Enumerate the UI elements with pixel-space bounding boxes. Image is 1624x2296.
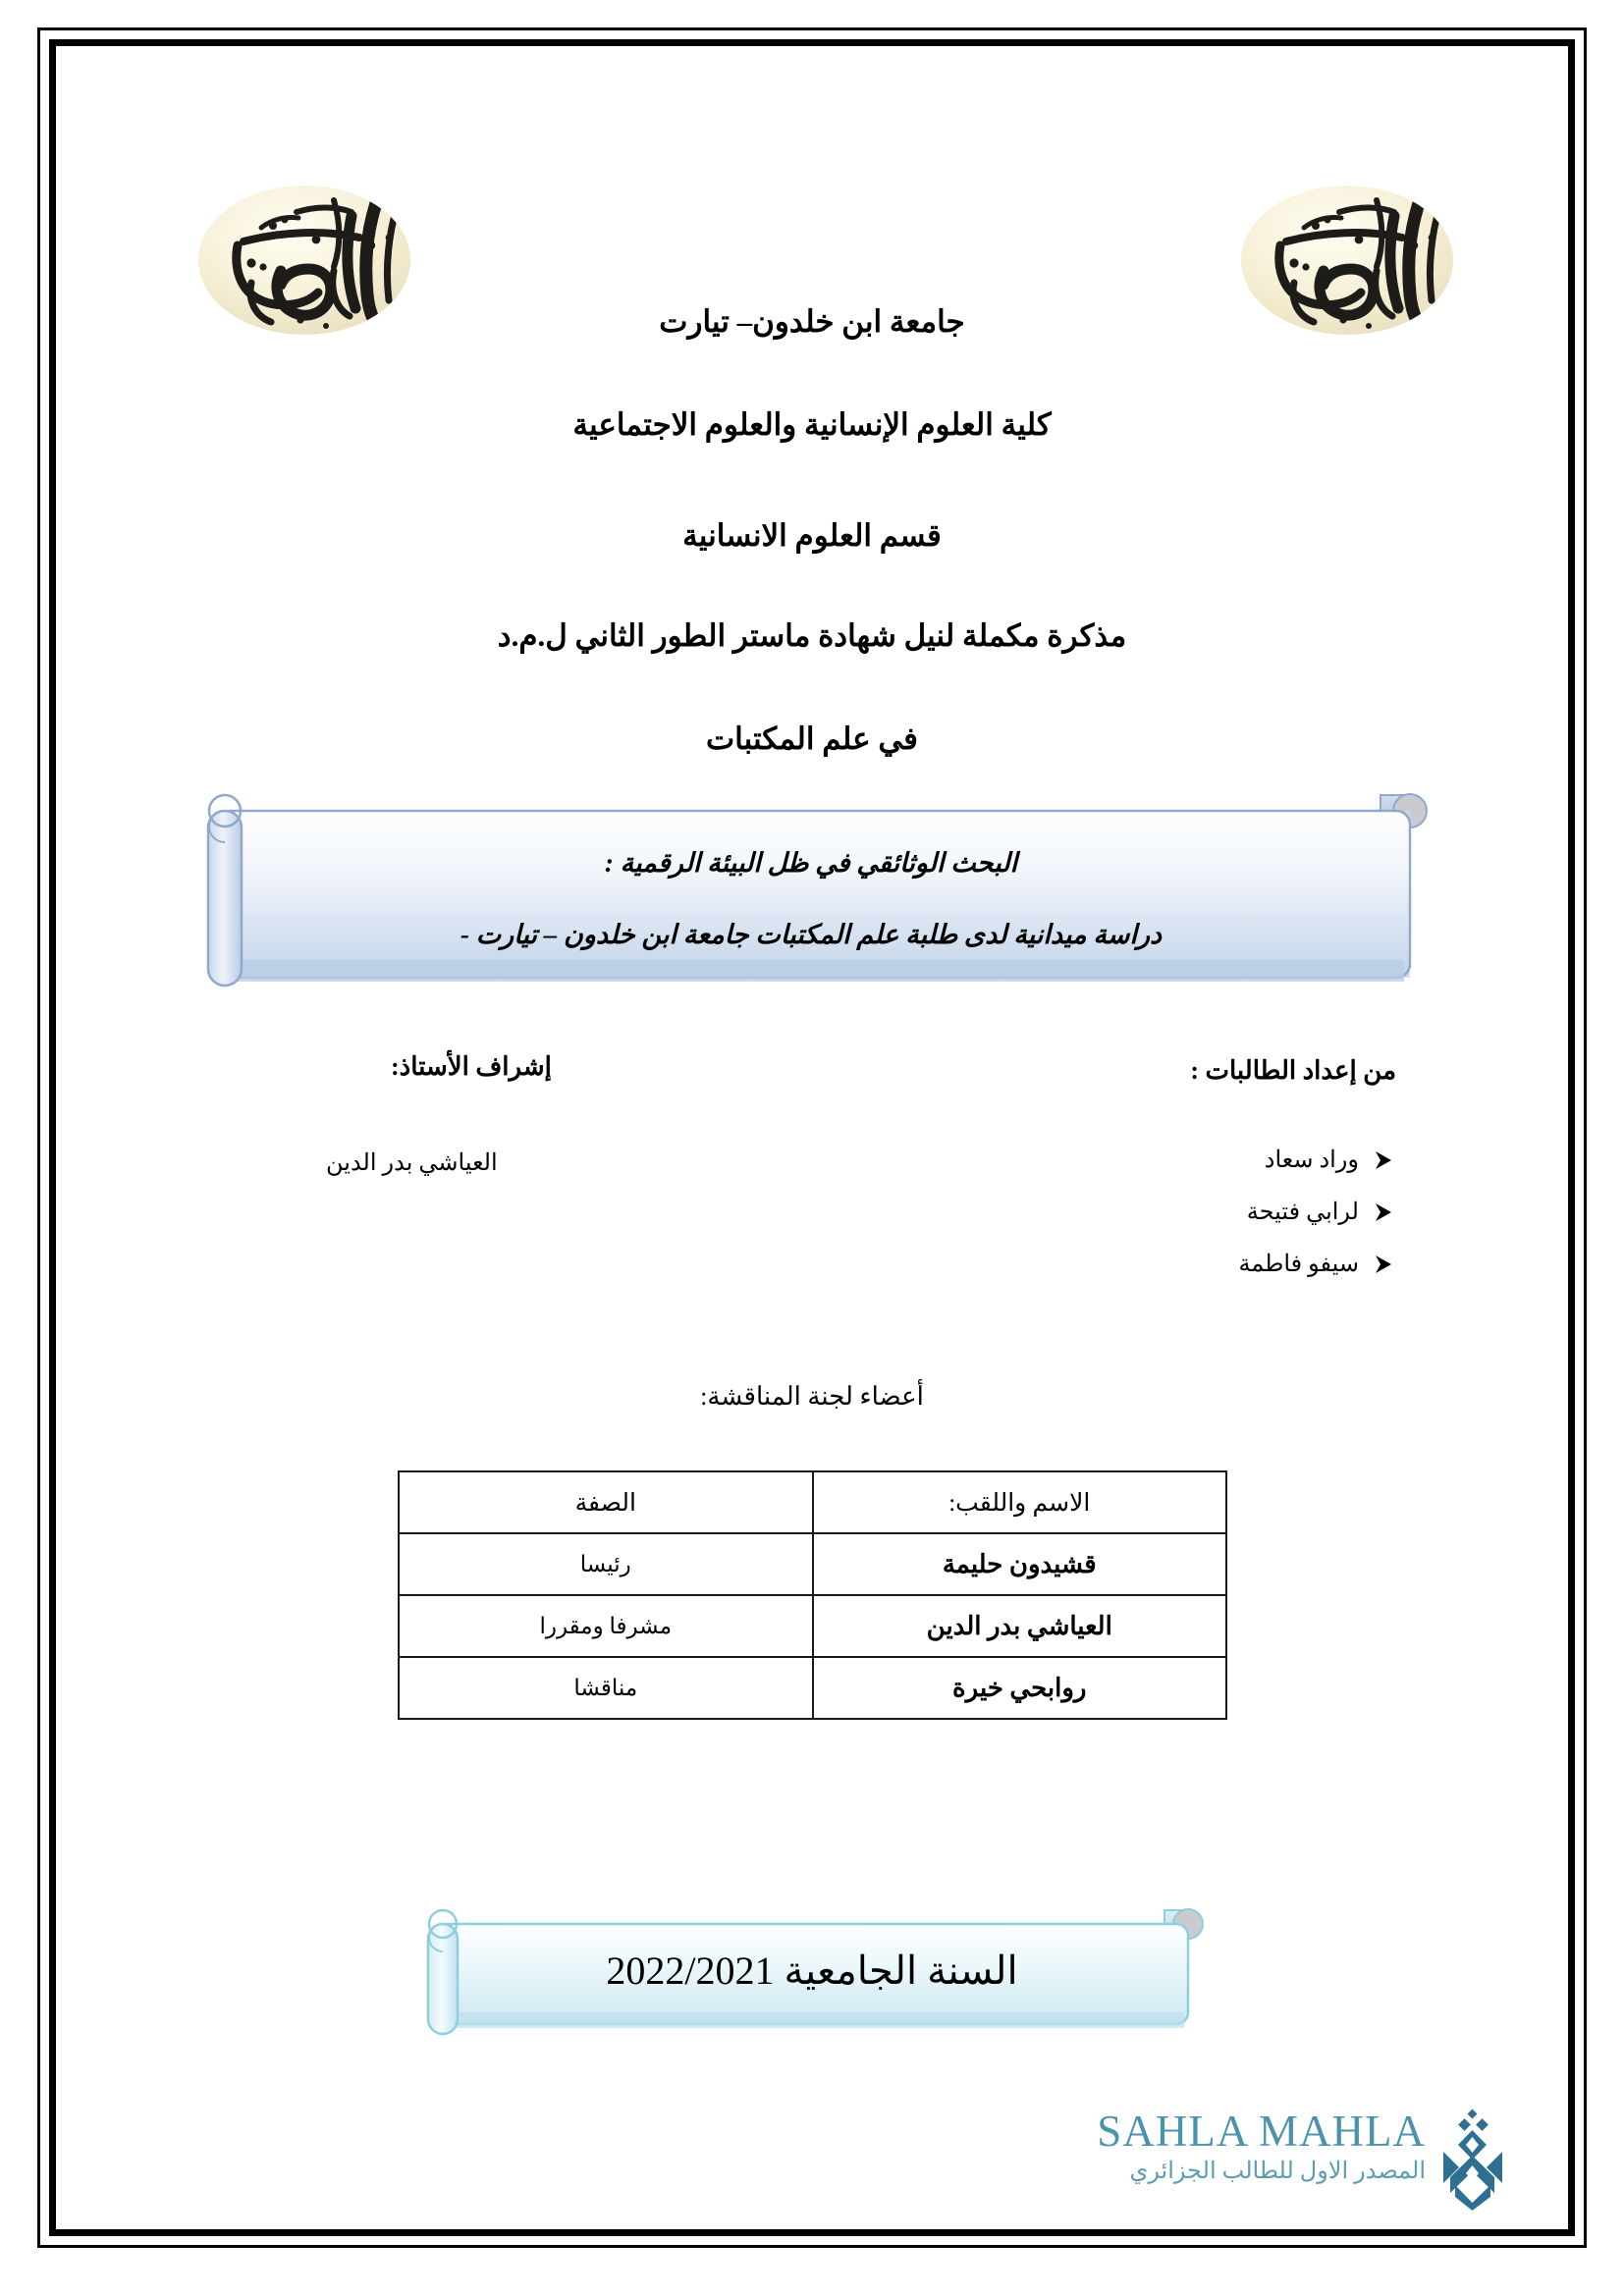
- student-name: لرابي فتيحة: [1246, 1200, 1359, 1225]
- table-header-row: [399, 1471, 1226, 1533]
- watermark-brand: SAHLA MAHLA: [1097, 2107, 1426, 2156]
- faculty-name: كلية العلوم الإنسانية والعلوم الاجتماعية: [572, 407, 1052, 442]
- jury-member-role: رئيسا: [399, 1533, 813, 1595]
- list-item: [1238, 1238, 1394, 1290]
- thesis-title-banner: [187, 785, 1435, 1006]
- jury-member-name: روابحي خيرة: [813, 1657, 1227, 1719]
- jury-heading: أعضاء لجنة المناقشة:: [700, 1382, 924, 1411]
- thesis-title-sub: دراسة ميدانية لدى طلبة علم المكتبات جامعة ابن خلدون – تيارت -: [460, 919, 1163, 949]
- arrow-bullet-icon: [1373, 1254, 1394, 1275]
- table-row: [399, 1533, 1226, 1595]
- department-name: قسم العلوم الانسانية: [682, 518, 942, 553]
- supervisor-name: العياشي بدر الدين: [326, 1150, 498, 1176]
- jury-member-role: مشرفا ومقررا: [399, 1595, 813, 1657]
- university-name: جامعة ابن خلدون– تيارت: [659, 304, 965, 339]
- berber-diamond-logo-icon: [1435, 2109, 1510, 2212]
- specialty-name: في علم المكتبات: [706, 721, 918, 756]
- table-row: [399, 1657, 1226, 1719]
- supervisor-label: إشراف الأستاذ:: [391, 1052, 552, 1081]
- jury-member-name: العياشي بدر الدين: [813, 1595, 1227, 1657]
- academic-year-banner: [410, 1902, 1214, 2045]
- student-name: سيفو فاطمة: [1238, 1252, 1359, 1277]
- jury-member-role: مناقشا: [399, 1657, 813, 1719]
- jury-table: [398, 1470, 1227, 1720]
- jury-member-name: قشيدون حليمة: [813, 1533, 1227, 1595]
- column-header-role: الصفة: [399, 1471, 813, 1533]
- arrow-bullet-icon: [1373, 1149, 1394, 1171]
- arrow-bullet-icon: [1373, 1201, 1394, 1223]
- watermark: [1058, 2109, 1510, 2221]
- list-item: [1238, 1186, 1394, 1238]
- table-row: [399, 1595, 1226, 1657]
- thesis-title-main: البحث الوثائقي في ظل البيئة الرقمية :: [604, 847, 1018, 878]
- student-name: وراد سعاد: [1264, 1148, 1359, 1173]
- degree-note: مذكرة مكملة لنيل شهادة ماستر الطور الثاني ل.م.د: [497, 618, 1127, 653]
- students-list: [1238, 1134, 1394, 1290]
- watermark-tagline: المصدر الاول للطالب الجزائري: [1129, 2159, 1426, 2185]
- column-header-name: الاسم واللقب:: [813, 1471, 1227, 1533]
- list-item: [1238, 1134, 1394, 1186]
- academic-year-text: السنة الجامعية 2022/2021: [606, 1949, 1018, 1993]
- students-label: من إعداد الطالبات :: [1190, 1056, 1396, 1085]
